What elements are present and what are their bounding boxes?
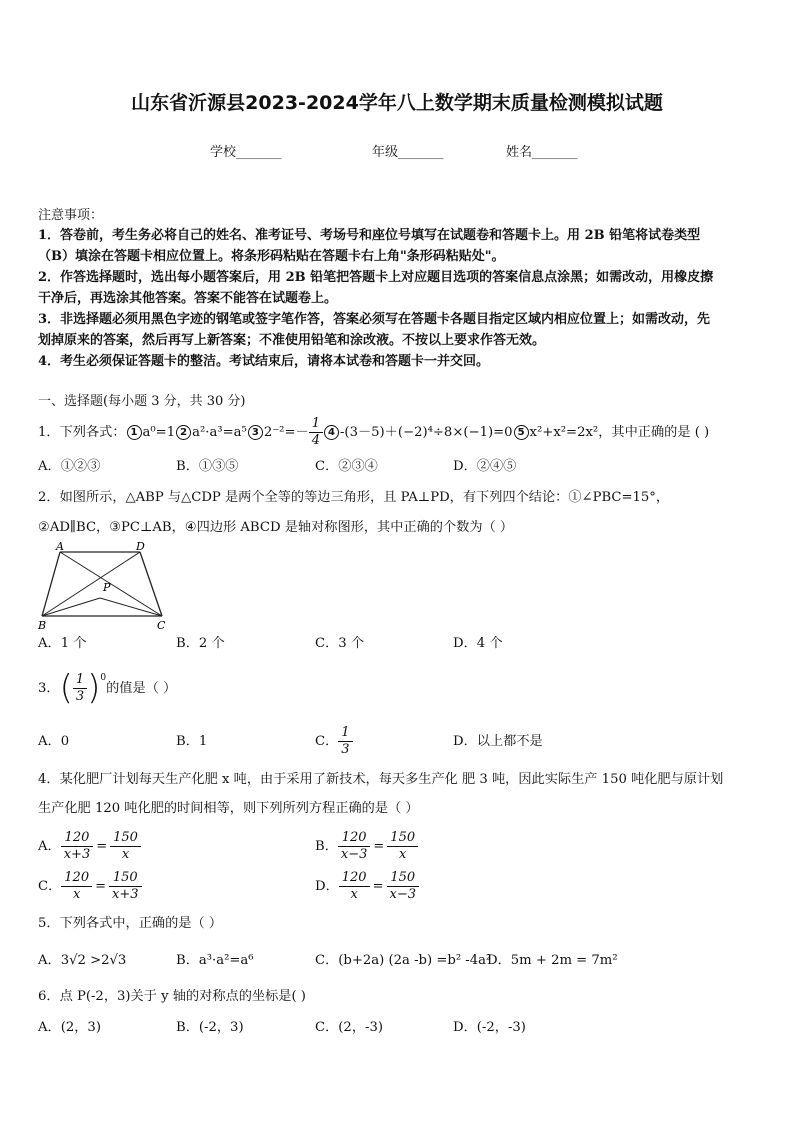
trapezoid-figure [36, 540, 174, 632]
q6-option-d[interactable]: D．(-2，-3) [453, 1020, 526, 1035]
q3-prefix: 3． [38, 680, 60, 696]
question-3-stem: 3． ( $\frac{1}{3}$ ) 0 的值是（ ） [38, 667, 177, 708]
q6-option-a[interactable]: A．(2，3) [38, 1020, 101, 1035]
q4-option-a[interactable]: A． $\frac{120}{x+3}$ = $\frac{150}{x}$ [38, 826, 141, 866]
q1-item-5: x²+x²=2x² [529, 424, 599, 440]
fig-label-c: C [157, 619, 166, 632]
q1-item-2: a²·a³=a⁵ [192, 424, 247, 440]
question-2-line-2: ②AD∥BC，③PC⊥AB，④四边形 ABCD 是轴对称图形，其中正确的个数为（ ） [38, 520, 514, 535]
question-5-stem: 5．下列各式中，正确的是（ ） [38, 916, 223, 931]
fig-label-d: D [136, 540, 145, 553]
q3-option-c[interactable]: C． $\frac{1}{3}$ [315, 720, 353, 762]
q4-option-d[interactable]: D． $\frac{120}{x}$ = $\frac{150}{x-3}$ [315, 866, 419, 906]
question-1-stem [38, 414, 709, 450]
q3-fraction: $\frac{1}{3}$ [73, 672, 87, 705]
notes-line-3: 2．作答选择题时，选出每小题答案后，用 2B 铅笔把答题卡上对应题目选项的答案信息点涂黑；如需改动，用橡皮擦 [38, 270, 714, 285]
q2-option-c[interactable]: C．3 个 [315, 636, 365, 651]
q3-option-d[interactable]: D．以上都不是 [453, 734, 543, 749]
grade-field: 年级_______ [372, 145, 444, 160]
q3-option-a[interactable]: A．0 [38, 734, 70, 749]
circled-3-icon: 3 [248, 425, 263, 440]
notes-line-1: 1．答卷前，考生务必将自己的姓名、准考证号、考场号和座位号填写在试题卷和答题卡上。用 2B 铅笔将试卷类型 [38, 228, 701, 243]
question-6-stem: 6．点 P(-2，3)关于 y 轴的对称点的坐标是( ) [38, 989, 306, 1004]
q1-option-b[interactable]: B．①③⑤ [176, 459, 239, 474]
question-4-line-1: 4．某化肥厂计划每天生产化肥 x 吨，由于采用了新技术，每天多生产化 肥 3 吨，因此实际生产 150 吨化肥与原计划 [38, 772, 724, 787]
q3-exponent: 0 [100, 673, 107, 683]
fig-label-b: B [38, 619, 47, 632]
circled-1-icon: 1 [127, 425, 142, 440]
q1-item-1: a⁰=1 [142, 424, 176, 440]
notes-line-6: 划掉原来的答案，然后再写上新答案；不准使用铅笔和涂改液。不按以上要求作答无效。 [38, 333, 546, 348]
q2-option-a[interactable]: A．1 个 [38, 636, 87, 651]
q3-suffix: 的值是（ ） [106, 680, 177, 696]
page-title: 山东省沂源县2023-2024学年八上数学期末质量检测模拟试题 [131, 92, 663, 114]
q5-option-b[interactable]: B．a³·a²=a⁶ [176, 953, 254, 968]
notes-line-7: 4．考生必须保证答题卡的整洁。考试结束后，请将本试卷和答题卡一并交回。 [38, 354, 490, 369]
q2-option-d[interactable]: D．4 个 [453, 636, 503, 651]
school-field: 学校_______ [210, 145, 282, 160]
q2-option-b[interactable]: B．2 个 [176, 636, 225, 651]
name-field: 姓名_______ [506, 145, 578, 160]
q5-option-a[interactable]: A．3√2 >2√3 [38, 953, 127, 968]
q4-option-c[interactable]: C． $\frac{120}{x}$ = $\frac{150}{x+3}$ [38, 866, 142, 906]
q1-item-4: -(3－5)＋(−2)⁴÷8×(−1)=0 [339, 424, 513, 440]
q6-option-b[interactable]: B．(-2，3) [176, 1020, 244, 1035]
q6-option-c[interactable]: C．(2，-3) [315, 1020, 383, 1035]
fig-label-p: P [103, 581, 111, 594]
q1-option-c[interactable]: C．②③④ [315, 459, 378, 474]
notes-line-4: 干净后，再选涂其他答案。答案不能答在试题卷上。 [38, 291, 338, 306]
q1-fraction: $\frac{1}{4}$ [309, 416, 323, 449]
fig-label-a: A [56, 540, 64, 553]
q4-option-b[interactable]: B． $\frac{120}{x-3}$ = $\frac{150}{x}$ [315, 826, 418, 866]
q1-option-a[interactable]: A．①②③ [38, 459, 101, 474]
circled-2-icon: 2 [176, 425, 191, 440]
question-4-line-2: 生产化肥 120 吨化肥的时间相等，则下列所列方程正确的是（ ） [38, 801, 419, 816]
q1-item-3: 2⁻²=－ [263, 424, 309, 440]
section-heading: 一、选择题(每小题 3 分，共 30 分) [38, 394, 246, 409]
q3-option-b[interactable]: B．1 [176, 734, 208, 749]
q1-option-d[interactable]: D．②④⑤ [453, 459, 517, 474]
q5-option-c[interactable]: C．(b+2a) (2a -b) =b² -4a² [315, 953, 492, 968]
q3-option-c-fraction: $\frac{1}{3}$ [338, 725, 352, 758]
q5-option-d[interactable]: D．5m + 2m = 7m² [487, 953, 618, 968]
q1-suffix: ，其中正确的是 ( ) [598, 424, 710, 440]
notes-heading: 注意事项： [38, 208, 104, 223]
question-2-line-1: 2．如图所示，△ABP 与△CDP 是两个全等的等边三角形，且 PA⊥PD，有下列四个结论：①∠PBC=15°， [38, 490, 670, 505]
q1-prefix: 1．下列各式： [38, 424, 126, 440]
circled-5-icon: 5 [514, 425, 529, 440]
notes-line-2: （B）填涂在答题卡相应位置上。将条形码粘贴在答题卡右上角"条形码粘贴处"。 [38, 249, 505, 264]
circled-4-icon: 4 [324, 425, 339, 440]
notes-line-5: 3．非选择题必须用黑色字迹的钢笔或签字笔作答，答案必须写在答题卡各题目指定区域内相应位置上；如需改动，先 [38, 312, 711, 327]
